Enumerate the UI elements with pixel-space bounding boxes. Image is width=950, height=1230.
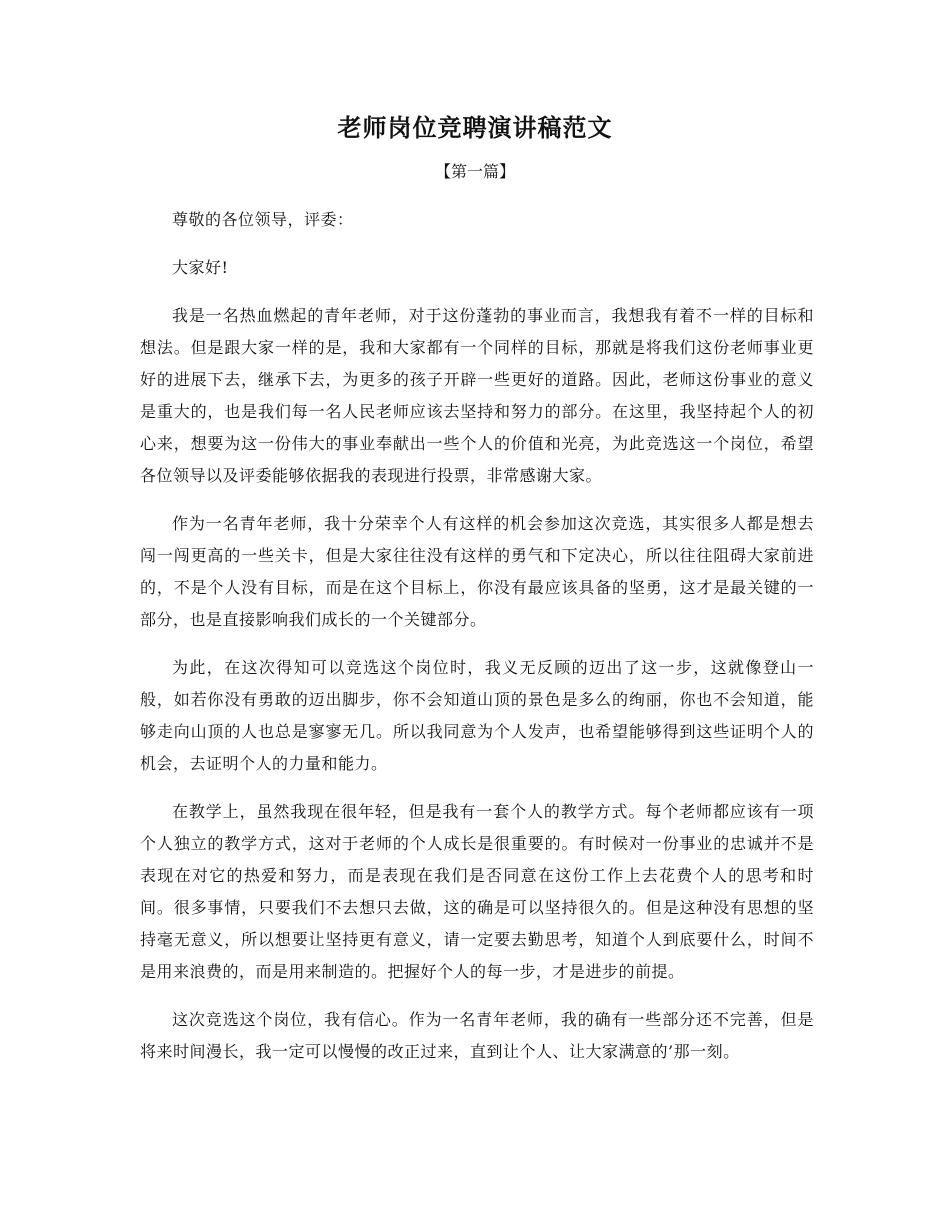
section-label: 【第一篇】 [434,162,515,181]
salutation-paragraph: 尊敬的各位领导，评委： [172,210,354,229]
greeting-paragraph: 大家好! [172,258,229,277]
body-paragraph-3: 为此，在这次得知可以竞选这个岗位时，我义无反顾的迈出了这一步，这就像登山一般，如若你没有勇敢的迈出脚步，你不会知道山顶的景色是多么的绚丽，你也不会知道，能够走向山顶的人也总是寥寥无几。所以我同意为个人发声，也希望能够得到这些证明个人的机会，去证明个人的力量和能力。 [140,658,814,773]
body-paragraph-5: 这次竞选这个岗位，我有信心。作为一名青年老师，我的确有一些部分还不完善，但是将来时间漫长，我一定可以慢慢的改正过来，直到让个人、让大家满意的’那一刻。 [140,1010,814,1061]
body-paragraph-1: 我是一名热血燃起的青年老师，对于这份蓬勃的事业而言，我想我有着不一样的目标和想法。但是跟大家一样的是，我和大家都有一个同样的目标，那就是将我们这份老师事业更好的进展下去，继承下去，为更多的孩子开辟一些更好的道路。因此，老师这份事业的意义是重大的，也是我们每一名人民老师应该去坚持和努力的部分。在这里，我坚持起个人的初心来，想要为这一份伟大的事业奉献出一些个人的价值和光亮，为此竞选这一个岗位，希望各位领导以及评委能够依据我的表现进行投票，非常感谢大家。 [140,306,814,485]
page-title: 老师岗位竞聘演讲稿范文 [337,113,613,142]
body-paragraph-4: 在教学上，虽然我现在很年轻，但是我有一套个人的教学方式。每个老师都应该有一项个人独立的教学方式，这对于老师的个人成长是很重要的。有时候对一份事业的忠诚并不是表现在对它的热爱和努力，而是表现在我们是否同意在这份工作上去花费个人的思考和时间。很多事情，只要我们不去想只去做，这的确是可以坚持很久的。但是这种没有思想的坚持毫无意义，所以想要让坚持更有意义，请一定要去勤思考，知道个人到底要什么，时间不是用来浪费的，而是用来制造的。把握好个人的每一步，才是进步的前提。 [140,802,814,981]
body-paragraph-2: 作为一名青年老师，我十分荣幸个人有这样的机会参加这次竞选，其实很多人都是想去闯一闯更高的一些关卡，但是大家往往没有这样的勇气和下定决心，所以往往阻碍大家前进的，不是个人没有目标，而是在这个目标上，你没有最应该具备的坚勇，这才是最关键的一部分，也是直接影响我们成长的一个关键部分。 [140,514,814,629]
document-body [140,204,814,1084]
